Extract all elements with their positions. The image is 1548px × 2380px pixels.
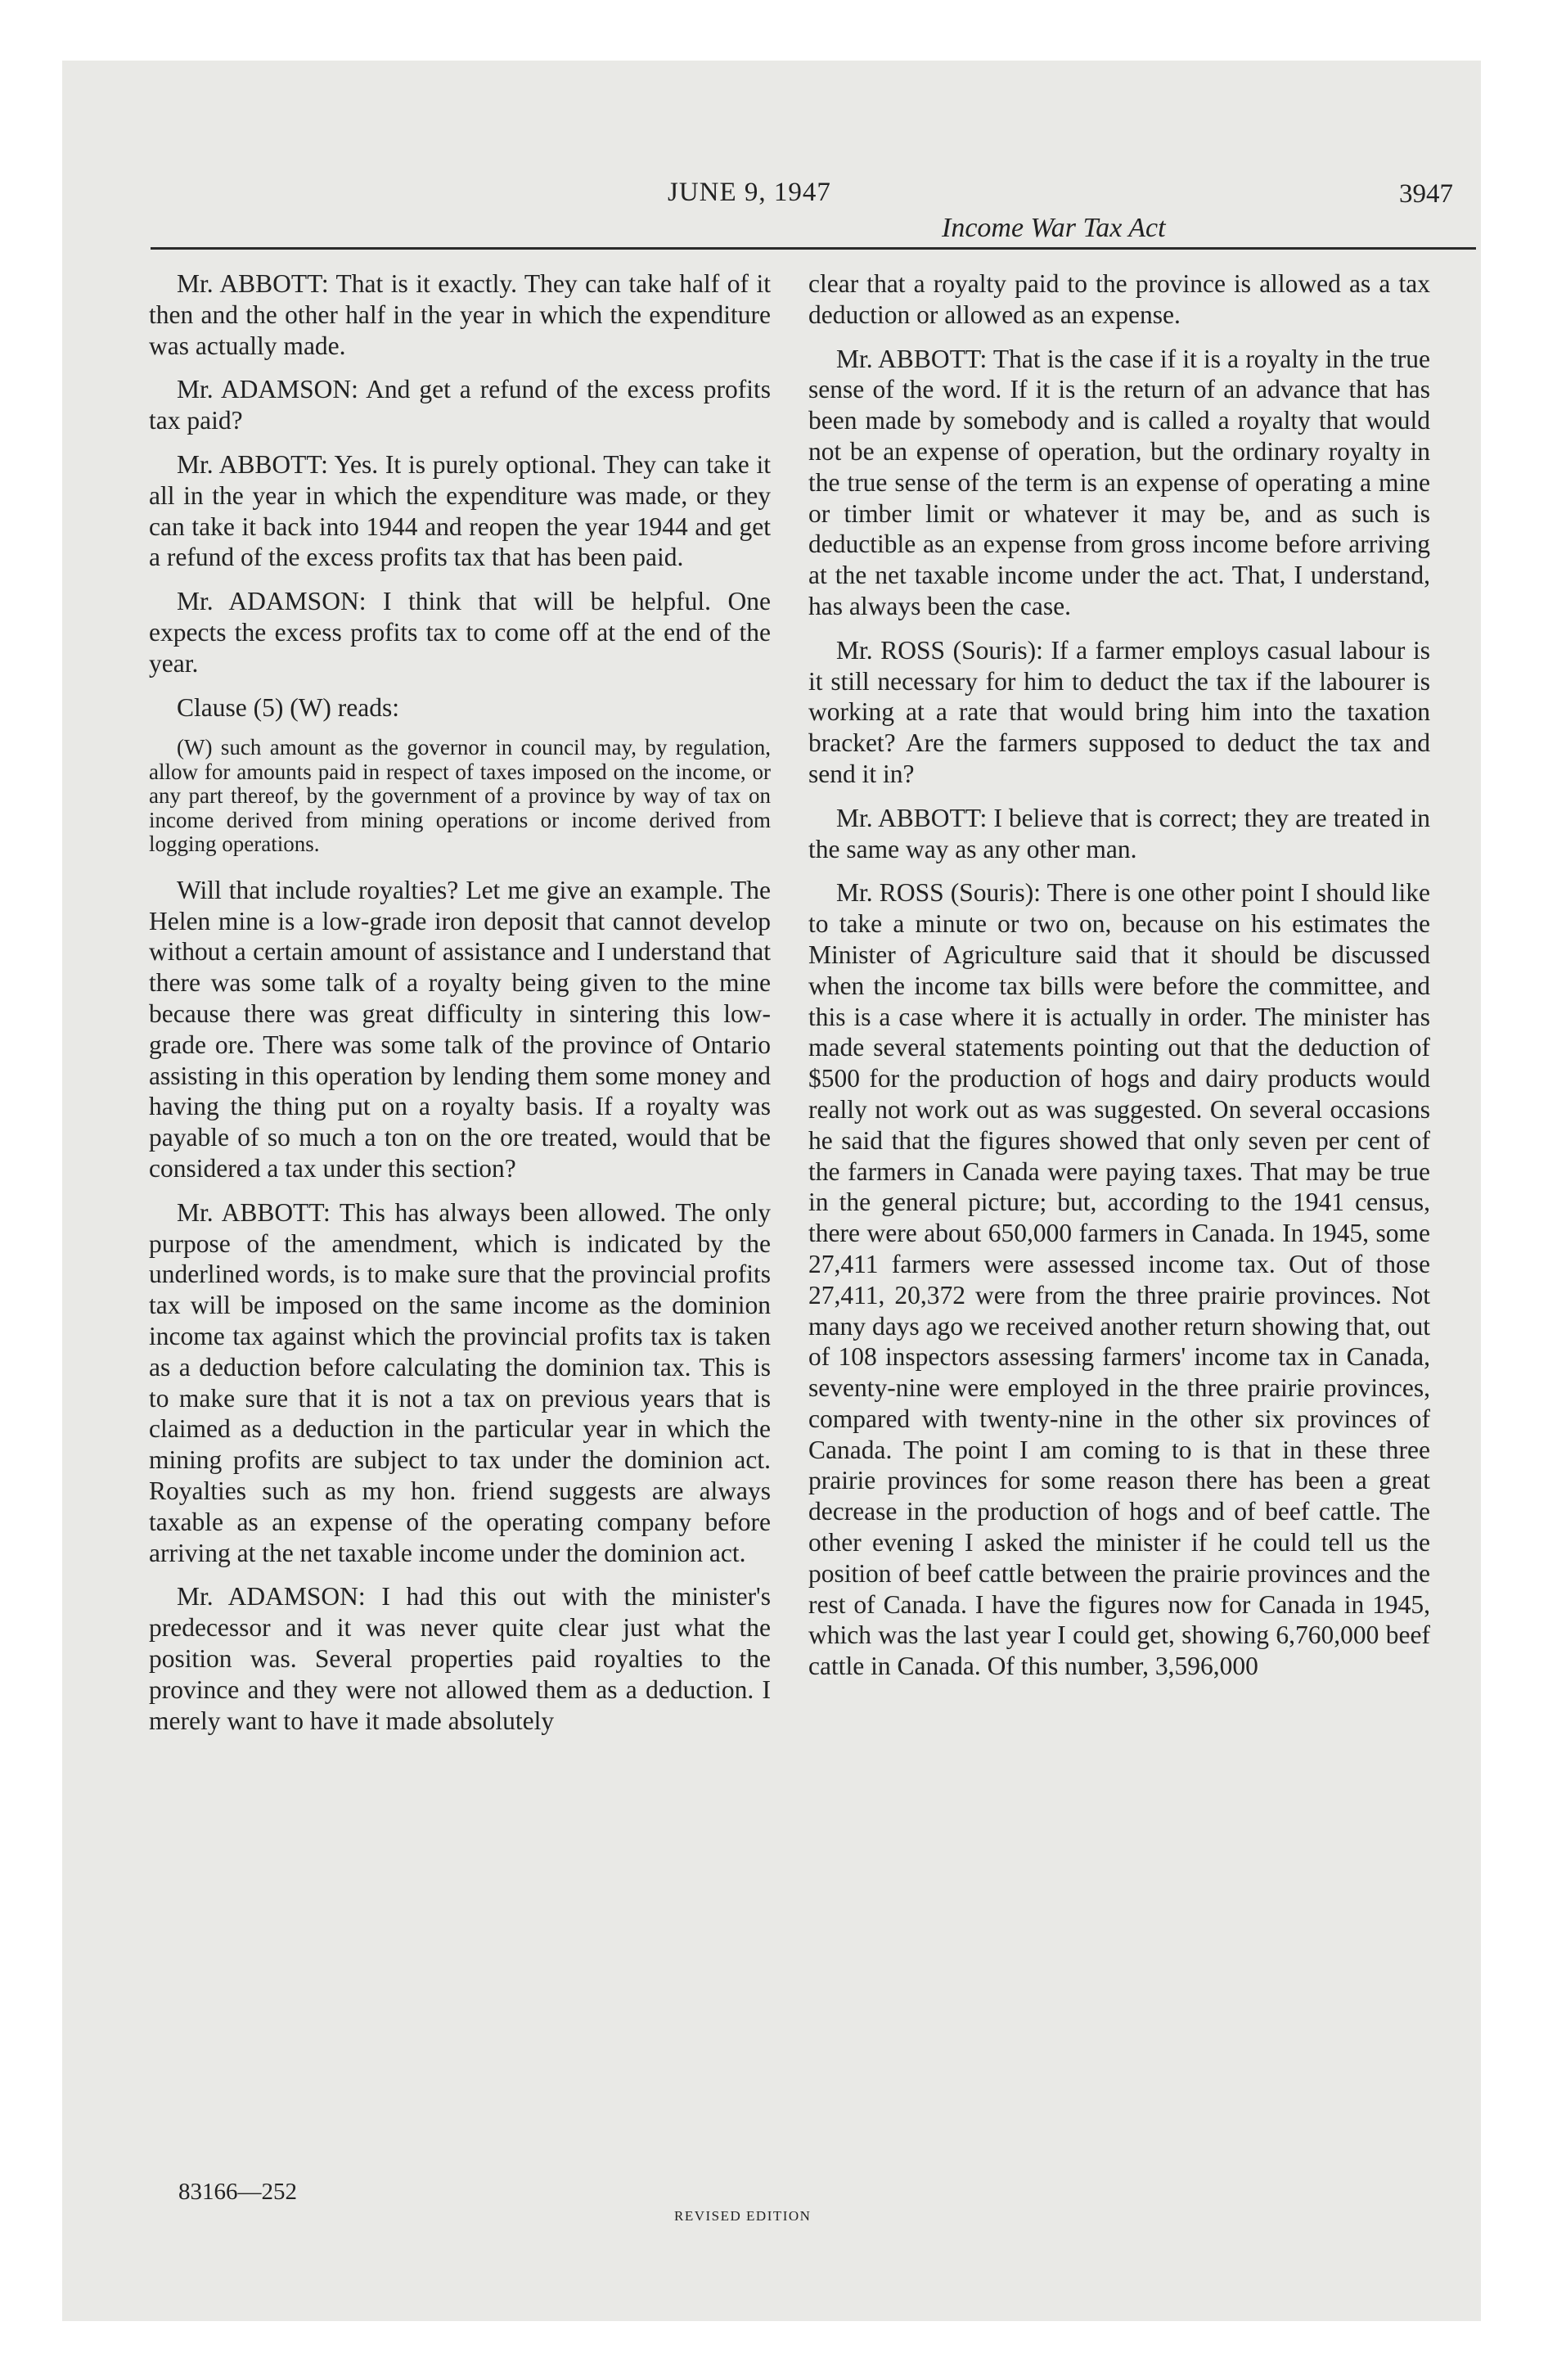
quoted-clause: (W) such amount as the governor in council may, by regulation, allow for amounts paid in respect of taxes imposed on the income, or any part thereof, by the government of a province by way of tax on income derived from mining operations or income derived from logging operations. [149,735,771,857]
header-page-number: 3947 [1399,179,1453,209]
left-paragraph-1: Mr. ABBOTT: That is it exactly. They can take half of it then and the other half in the year in which the expenditure was actually made. [149,269,771,360]
right-paragraph-5: Mr. ROSS (Souris): There is one other point I should like to take a minute or two on, because on his estimates the Minister of Agriculture said that it should be discussed when the income tax bills were before the committee, and this is a case where it is actually in order. The minister has made several statements pointing out that the deduction of $500 for the production of hogs and dairy products would really not work out as was suggested. On several occasions he said that the figures showed that only seven per cent of the farmers in Canada were paying taxes. That may be true in the general picture; but, according to the 1941 census, there were about 650,000 farmers in Canada. In 1945, some 27,411 farmers were assessed income tax. Out of those 27,411, 20,372 were from the three prairie provinces. Not many days ago we received another return showing that, out of 108 inspectors assessing farmers' income tax in Canada, seventy-nine were employed in the three prairie provinces, compared with twenty-nine in the other six provinces of Canada. The point I am coming to is that in these three prairie provinces for some reason there has been a great decrease in the production of hogs and of beef cattle. The other evening I asked the minister if he could tell us the position of beef cattle between the prairie provinces and the rest of Canada. I have the figures now for Canada in 1945, which was the last year I could get, showing 6,760,000 beef cattle in Canada. Of this number, 3,596,000 [808,878,1430,1681]
left-paragraph-5: Clause (5) (W) reads: [177,692,400,722]
footer-print-code: 83166—252 [178,2179,297,2205]
header-date: JUNE 9, 1947 [668,178,831,207]
hansard-page [62,61,1481,2321]
right-paragraph-2: Mr. ABBOTT: That is the case if it is a royalty in the true sense of the word. If it is the return of an advance that has been made by somebody and is called a royalty that would not be an expense of operation, but the ordinary royalty in the true sense of the term is an expense of operating a mine or timber limit or whatever it may be, and as such is deductible as an expense from gross income before arriving at the net taxable income under the act. That, I understand, has always been the case. [808,344,1430,620]
left-paragraph-9: Mr. ADAMSON: I had this out with the minister's predecessor and it was never quite clear just what the position was. Several properties paid royalties to the province and they were not allowed them as a deduction. I merely want to have it made absolutely [149,1582,771,1735]
left-paragraph-7: Will that include royalties? Let me give an example. The Helen mine is a low-grade iron deposit that cannot develop without a certain amount of assistance and I understand that there was some talk of a royalty being given to the mine because there was great difficulty in sintering this low-grade ore. There was some talk of the province of Ontario assisting in this operation by lending them some money and having the thing put on a royalty basis. If a royalty was payable of so much a ton on the ore treated, would that be considered a tax under this section? [149,875,771,1183]
left-paragraph-3: Mr. ABBOTT: Yes. It is purely optional. They can take it all in the year in which the expenditure was made, or they can take it back into 1944 and reopen the year 1944 and get a refund of the excess profits tax that has been paid. [149,449,771,572]
left-column [149,268,771,1749]
header-rule [151,247,1476,250]
right-column [808,268,1430,1695]
right-paragraph-4: Mr. ABBOTT: I believe that is correct; they are treated in the same way as any other man. [808,803,1430,863]
left-paragraph-2: Mr. ADAMSON: And get a refund of the excess profits tax paid? [149,375,771,435]
footer-edition: REVISED EDITION [674,2208,812,2224]
right-paragraph-1: clear that a royalty paid to the province is allowed as a tax deduction or allowed as an expense. [808,269,1430,329]
header-running-title: Income War Tax Act [942,213,1166,243]
left-paragraph-4: Mr. ADAMSON: I think that will be helpful. One expects the excess profits tax to come off at the end of the year. [149,587,771,678]
left-paragraph-8: Mr. ABBOTT: This has always been allowed. The only purpose of the amendment, which is indicated by the underlined words, is to make sure that the provincial profits tax will be imposed on the same income as the dominion income tax against which the provincial profits tax is taken as a deduction before calculating the dominion tax. This is to make sure that it is not a tax on previous years that is claimed as a deduction in the particular year in which the mining profits are subject to tax under the dominion act. Royalties such as my hon. friend suggests are always taxable as an expense of the operating company before arriving at the net taxable income under the dominion act. [149,1197,771,1567]
right-paragraph-3: Mr. ROSS (Souris): If a farmer employs casual labour is it still necessary for him to deduct the tax if the labourer is working at a rate that would bring him into the taxation bracket? Are the farmers supposed to deduct the tax and send it in? [808,635,1430,788]
